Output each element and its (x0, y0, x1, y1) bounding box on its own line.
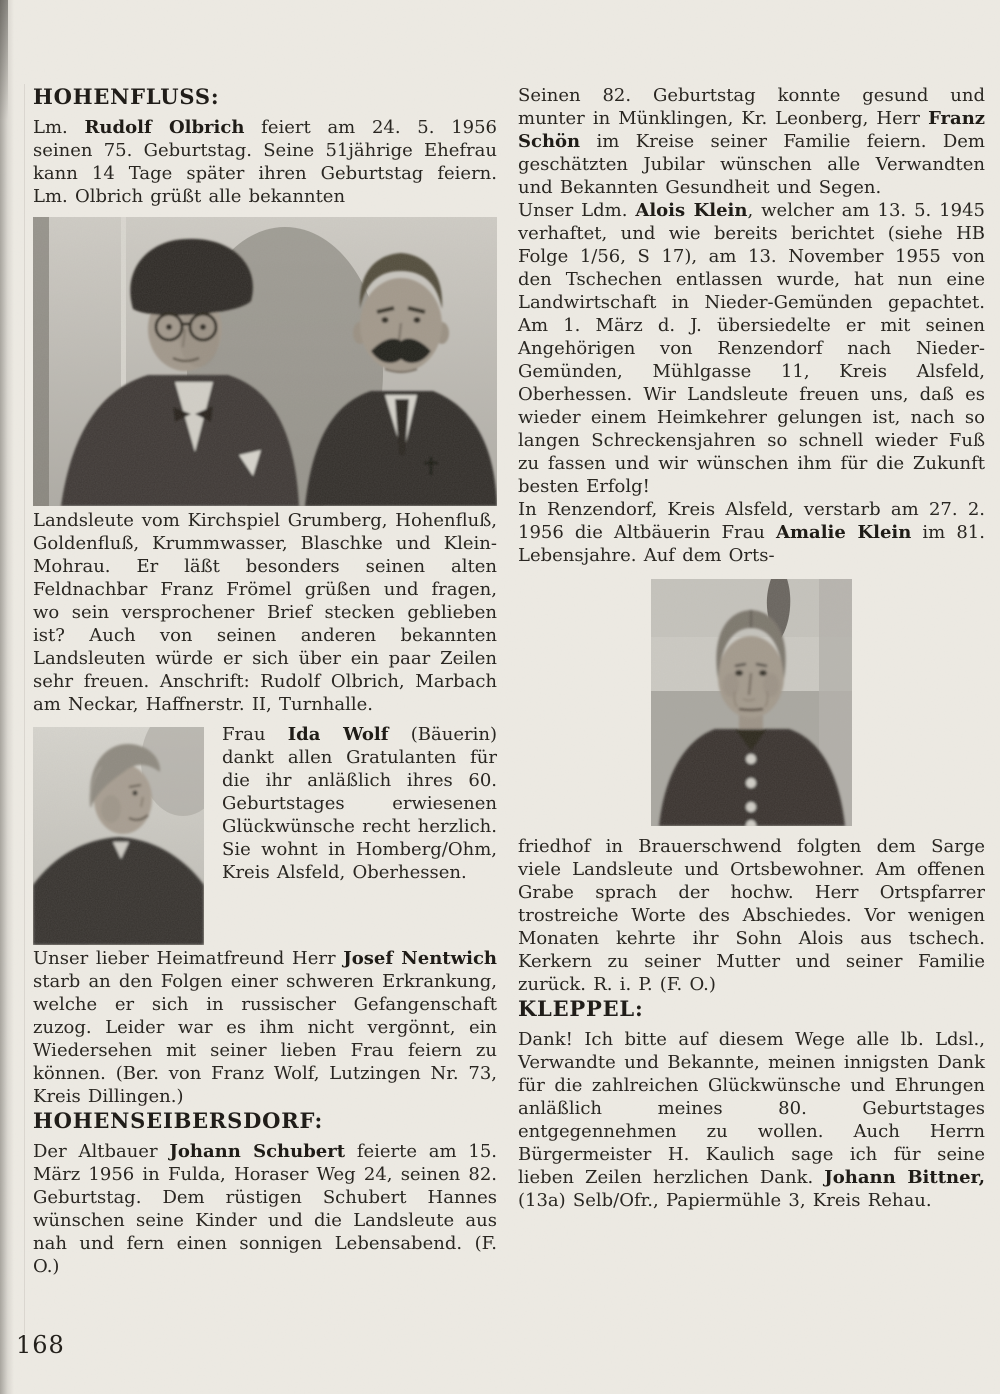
paragraph-amalie-klein-obituary (518, 498, 985, 567)
section-heading-kleppel: KLEPPEL: (518, 996, 644, 1021)
paragraph-olbrich-greetings: Landsleute vom Kirchspiel Grumberg, Hohenfluß, Goldenfluß, Krummwasser, Blaschke und Klein-Mohrau. Er läßt besonders seinen alten Feldnachbar Franz Frömel grüßen und fragen, wo sein versprochener Brief stecken geblieben ist? Auch von seinen anderen bekannten Landsleuten würde er sich über ein paar Zeilen sehr freuen. Anschrift: Rudolf Olbrich, Marbach am Neckar, Haffnerstr. II, Turnhalle. (33, 510, 497, 715)
text-run: Der Altbauer (33, 1141, 170, 1162)
paragraph-franz-schoen (518, 84, 985, 199)
two-column-layout (33, 84, 985, 1278)
name-johann-bittner: Johann Bittner, (824, 1167, 986, 1188)
name-johann-schubert: Johann Schubert (169, 1141, 346, 1162)
text-run: Unser Ldm. (518, 200, 636, 221)
section-heading-hohenseibersdorf: HOHENSEIBERSDORF: (33, 1108, 324, 1133)
text-run: im Kreise seiner Familie feiern. Dem geschätzten Jubilar wünschen alle Verwandten und Bekannten Gesundheit und Segen. (518, 131, 985, 198)
paragraph-amalie-klein-funeral: friedhof in Brauerschwend folgten dem Sarge viele Landsleute und Ortsbewohner. Am offenen Grabe sprach der hochw. Herr Ortspfarrer trostreiche Worte des Abschiedes. Vor wenigen Monaten kehrte ihr Sohn Alois aus tschech. Kerkern zu seiner Mutter und seiner Familie zurück. R. i. P. (F. O.) (518, 836, 985, 995)
left-column (33, 84, 497, 1278)
text-run: feierte am 15. März 1956 in Fulda, Horaser Weg 24, seinen 82. Geburtstag. Dem rüstigen Schubert Hannes wünschen seine Kinder und die Landsleute aus nah und fern einen sonnigen Lebensabend. (F. O.) (33, 1141, 498, 1277)
name-rudolf-olbrich: Rudolf Olbrich (84, 117, 245, 138)
text-run: Frau (222, 724, 288, 745)
scan-edge-shadow (0, 0, 14, 1394)
text-run: Lm. (33, 117, 85, 138)
page-number: 168 (16, 1331, 65, 1359)
text-run: Unser lieber Heimatfreund Herr (33, 948, 344, 969)
text-run: Seinen 82. Geburtstag konnte gesund und munter in Münklingen, Kr. Leonberg, Herr (518, 85, 985, 129)
paragraph-olbrich-birthday (33, 116, 497, 208)
text-run: (Bäuerin) dankt allen Gratulanten für die ihr anläßlich ihres 60. Geburtstages erwiesenen Glückwünsche recht herzlich. Sie wohnt in Homberg/Ohm, Kreis Alsfeld, Oberhessen. (222, 724, 497, 883)
paragraph-josef-nentwich (33, 947, 497, 1108)
paragraph-alois-klein (518, 199, 985, 498)
text-run: starb an den Folgen einer schweren Erkrankung, welche er sich in russischer Gefangenschaft zuzog. Leider war es ihm nicht vergönnt, ein Wiedersehen mit seiner lieben Frau feiern zu können. (Ber. von Franz Wolf, Lutzingen Nr. 73, Kreis Dillingen.) (33, 971, 497, 1107)
text-run: (13a) Selb/Ofr., Papiermühle 3, Kreis Rehau. (518, 1190, 932, 1211)
photo-ida-wolf (33, 727, 204, 945)
section-heading-hohenfluss: HOHENFLUSS: (33, 84, 220, 109)
paragraph-johann-schubert (33, 1140, 497, 1278)
name-josef-nentwich: Josef Nentwich (343, 948, 497, 969)
column-gutter-line (24, 84, 25, 1334)
text-run: feiert am 24. 5. 1956 seinen 75. Geburtstag. Seine 51jährige Ehefrau kann 14 Tage später ihren Geburtstag feiern. Lm. Olbrich grüßt alle bekannten (33, 117, 498, 207)
name-franz-schoen: Franz Schön (518, 108, 985, 152)
name-alois-klein: Alois Klein (635, 200, 748, 221)
paragraph-johann-bittner-thanks (518, 1028, 985, 1212)
ida-wolf-block (33, 723, 497, 947)
text-run: Dank! Ich bitte auf diesem Wege alle lb. Ldsl., Verwandte und Bekannte, meinen innigsten Dank für die zahlreichen Glückwünsche und Ehrungen anläßlich meines 80. Geburtstages entgegennehmen zu wollen. Auch Herrn Bürgermeister H. Kaulich sage ich für seine lieben Zeilen herzlichen Dank. (518, 1029, 985, 1188)
photo-amalie-klein (651, 579, 852, 826)
text-run: , welcher am 13. 5. 1945 verhaftet, und wie bereits berichtet (siehe HB Folge 1/56, S 17), am 13. November 1955 von den Tschechen entlassen wurde, hat nun eine Landwirtschaft in Nieder-Gemünden gepachtet. Am 1. März d. J. übersiedelte er mit seinen Angehörigen von Renzendorf nach Nieder-Gemünden, Mühlgasse 11, Kreis Alsfeld, Oberhessen. Wir Landsleute freuen uns, daß es wieder einem Heimkehrer gelungen ist, nach so langen Schreckensjahren so schnell wieder Fuß zu fassen und wir wünschen ihm für die Zukunft besten Erfolg! (518, 200, 985, 497)
photo-olbrich-couple (33, 217, 497, 506)
name-amalie-klein: Amalie Klein (776, 522, 912, 543)
text-run: im 81. Lebensjahre. Auf dem Orts- (518, 522, 985, 566)
text-run: In Renzendorf, Kreis Alsfeld, verstarb am 27. 2. 1956 die Altbäuerin Frau (518, 499, 985, 543)
right-column (518, 84, 985, 1212)
name-ida-wolf: Ida Wolf (287, 724, 389, 745)
